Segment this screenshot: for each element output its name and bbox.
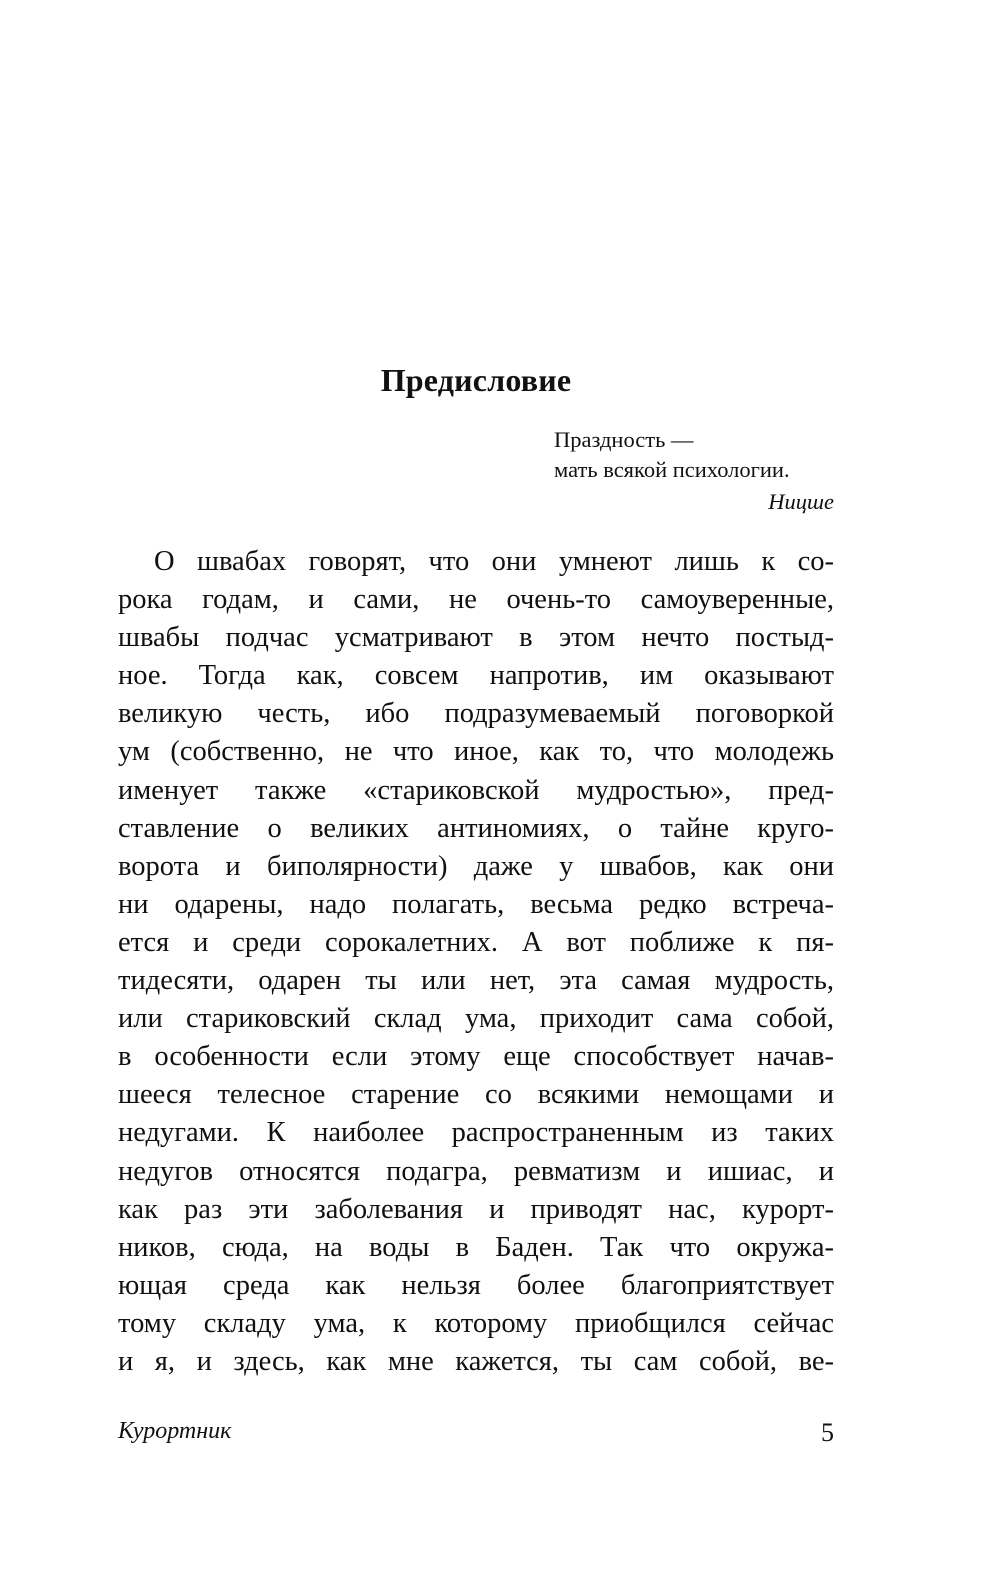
text-line: ум (собственно, не что иное, как то, что молодежь [118, 736, 834, 768]
text-line: тидесяти, одарен ты или нет, эта самая мудрость, [118, 965, 834, 997]
epigraph-line-2: мать всякой психологии. [554, 457, 790, 482]
text-line: ющая среда как нельзя более благоприятствует [118, 1269, 834, 1301]
page-number: 5 [821, 1418, 834, 1447]
epigraph [534, 425, 834, 517]
book-page [118, 0, 834, 1583]
text-line: недугов относятся подагра, ревматизм и ишиас, и [118, 1155, 834, 1187]
page-footer [118, 1418, 834, 1454]
text-line: и я, и здесь, как мне кажется, ты сам собой, ве- [118, 1345, 834, 1377]
text-line: ни одарены, надо полагать, весьма редко встреча- [118, 888, 834, 920]
text-line: швабы подчас усматривают в этом нечто постыд- [118, 622, 834, 654]
chapter-heading: Предисловие [380, 362, 572, 398]
text-line: недугами. К наиболее распространенным из таких [118, 1117, 834, 1149]
epigraph-line-1: Праздность — [554, 427, 694, 452]
text-line: великую честь, ибо подразумеваемый поговоркой [118, 698, 834, 730]
text-line: ставление о великих антиномиях, о тайне круго- [118, 812, 834, 844]
text-line: ников, сюда, на воды в Баден. Так что окружа- [118, 1231, 834, 1263]
text-line: О швабах говорят, что они умнеют лишь к со- [154, 546, 834, 577]
text-line: тому складу ума, к которому приобщился сейчас [118, 1307, 834, 1339]
text-line: рока годам, и сами, не очень-то самоуверенные, [118, 584, 834, 616]
text-line: именует также «стариковской мудростью», пред- [118, 774, 834, 806]
text-line: в особенности если этому еще способствует начав- [118, 1041, 834, 1073]
text-line: шееся телесное старение со всякими немощами и [118, 1079, 834, 1111]
text-line: или стариковский склад ума, приходит сама собой, [118, 1003, 834, 1035]
epigraph-author: Ницше [768, 489, 834, 514]
body-paragraph [118, 543, 834, 1381]
text-line: ется и среди сорокалетних. А вот поближе к пя- [118, 926, 834, 958]
text-line: как раз эти заболевания и приводят нас, курорт- [118, 1193, 834, 1225]
text-line: ное. Тогда как, совсем напротив, им оказывают [118, 660, 834, 692]
running-title: Курортник [118, 1418, 232, 1444]
text-line: ворота и биполярности) даже у швабов, как они [118, 850, 834, 882]
